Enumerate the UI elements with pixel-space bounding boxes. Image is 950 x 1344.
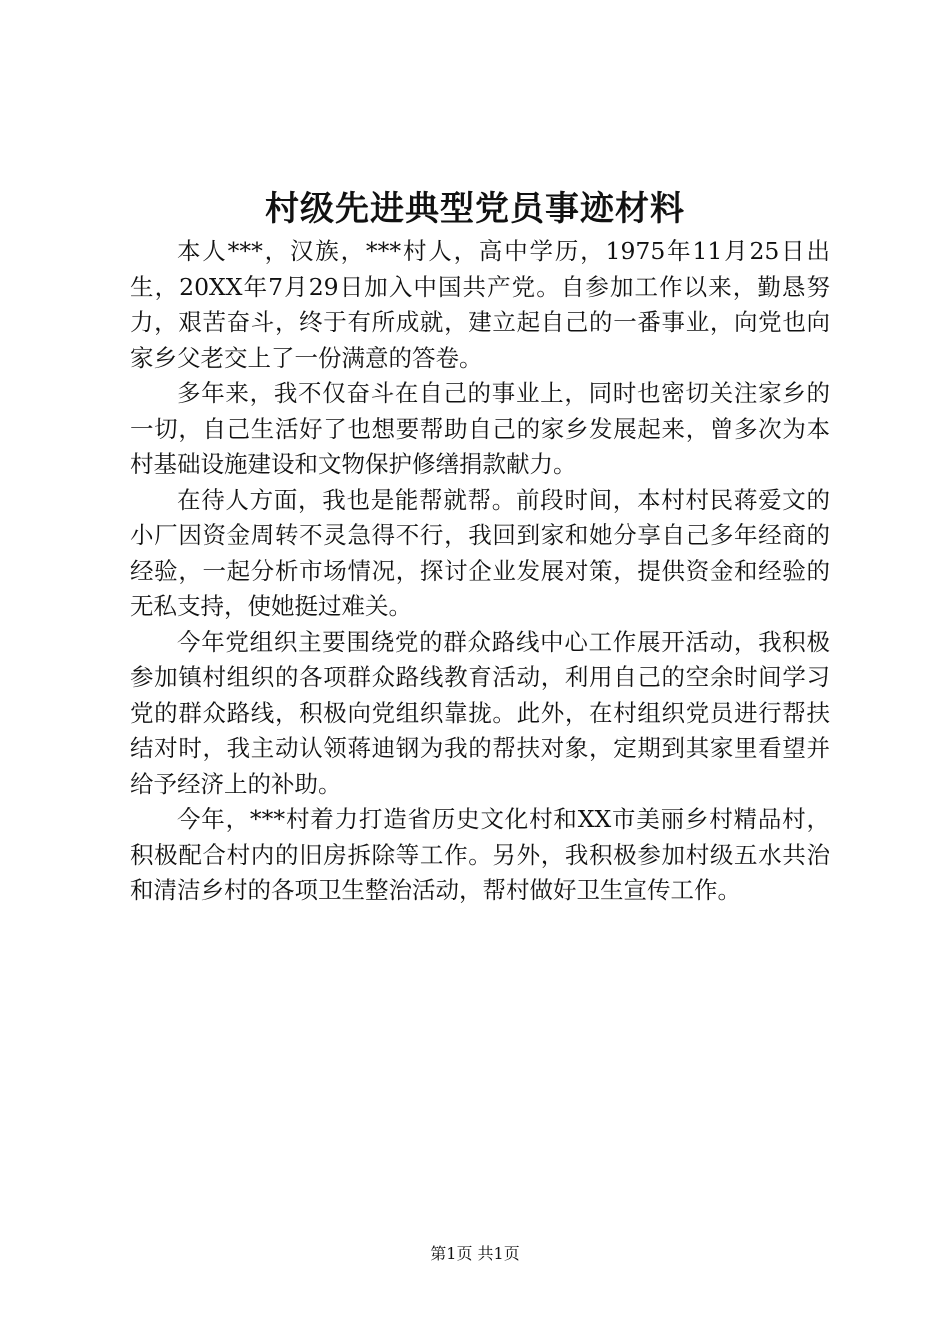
document-title: 村级先进典型党员事迹材料 xyxy=(265,189,685,229)
document-body xyxy=(130,234,830,909)
paragraph-5: 今年，***村着力打造省历史文化村和XX市美丽乡村精品村，积极配合村内的旧房拆除等工作。另外，我积极参加村级五水共治和清洁乡村的各项卫生整治活动，帮村做好卫生宣传工作。 xyxy=(130,805,830,904)
paragraph-4: 今年党组织主要围绕党的群众路线中心工作展开活动，我积极参加镇村组织的各项群众路线教育活动，利用自己的空余时间学习党的群众路线，积极向党组织靠拢。此外，在村组织党员进行帮扶结对时，我主动认领蒋迪钢为我的帮扶对象，定期到其家里看望并给予经济上的补助。 xyxy=(130,627,830,798)
paragraph-3: 在待人方面，我也是能帮就帮。前段时间，本村村民蒋爱文的小厂因资金周转不灵急得不行，我回到家和她分享自己多年经商的经验，一起分析市场情况，探讨企业发展对策，提供资金和经验的无私支持，使她挺过难关。 xyxy=(130,485,830,620)
paragraph-2: 多年来，我不仅奋斗在自己的事业上，同时也密切关注家乡的一切，自己生活好了也想要帮助自己的家乡发展起来，曾多次为本村基础设施建设和文物保护修缮捐款献力。 xyxy=(130,379,830,478)
paragraph-1: 本人***，汉族，***村人，高中学历，1975年11月25日出生，20XX年7月29日加入中国共产党。自参加工作以来，勤恳努力，艰苦奋斗，终于有所成就，建立起自己的一番事业，向党也向家乡父老交上了一份满意的答卷。 xyxy=(130,237,830,372)
page-footer: 第1页 共1页 xyxy=(430,1244,520,1263)
